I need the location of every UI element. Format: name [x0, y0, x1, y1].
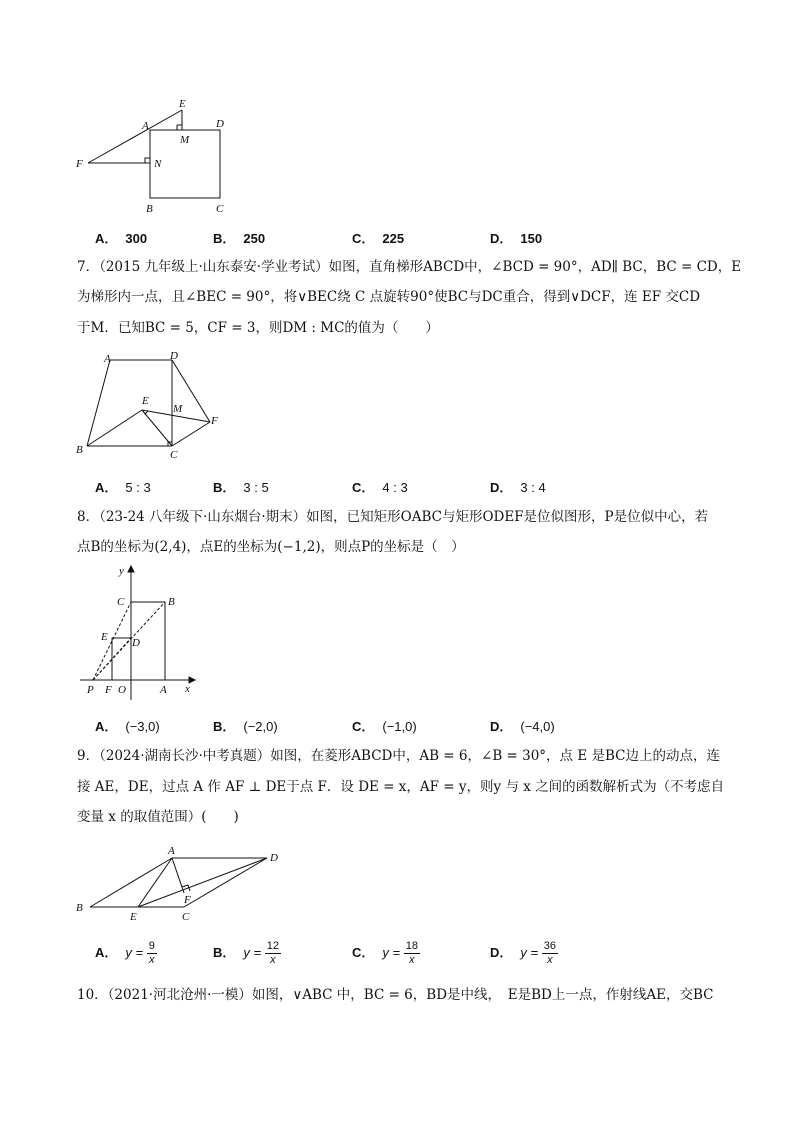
- figure-q9: [72, 840, 292, 925]
- q9-line-3: 变量 x 的取值范围）( ): [77, 809, 239, 825]
- q8-option-d[interactable]: D． (−4,0): [490, 719, 555, 734]
- q8-line-1: 8．（23-24 八年级下·山东烟台·期末）如图，已知矩形OABC与矩形ODEF是位似图形，P是位似中心，若: [77, 509, 709, 525]
- label-A: A: [142, 120, 149, 132]
- fraction: $\frac{12}{x}$: [266, 940, 279, 966]
- label-C: C: [182, 911, 190, 923]
- label-y: y: [119, 565, 124, 577]
- label-E: E: [142, 395, 149, 407]
- q9-line-2: 接 AE，DE，过点 A 作 AF ⊥ DE于点 F．设 DE = x，AF = y，则y 与 x 之间的函数解析式为（不考虑自: [77, 779, 725, 795]
- label-A: A: [168, 845, 175, 857]
- q7-option-c[interactable]: C． 4 : 3: [352, 480, 408, 495]
- q7-option-b[interactable]: B． 3 : 5: [213, 480, 269, 495]
- label-F: F: [211, 415, 218, 427]
- label-P: P: [87, 684, 94, 696]
- figure-q8: [75, 560, 205, 705]
- label-B: B: [76, 444, 83, 456]
- fraction: $\frac{18}{x}$: [405, 940, 418, 966]
- label-x: x: [185, 683, 190, 695]
- q6-option-d[interactable]: D． 150: [490, 231, 543, 246]
- fraction: $\frac{36}{x}$: [543, 940, 556, 966]
- label-D: D: [132, 637, 140, 649]
- q6-option-a[interactable]: A． 300: [95, 231, 148, 246]
- q7-line-2: 为梯形内一点，且∠BEC = 90°，将∨BEC绕 C 点旋转90°使BC与DC重合，得到∨DCF，连 EF 交CD: [77, 289, 701, 305]
- q7-option-d[interactable]: D． 3 : 4: [490, 480, 546, 495]
- label-C: C: [216, 203, 224, 215]
- q7-line-1: 7．（2015 九年级上·山东泰安·学业考试）如图，直角梯形ABCD中，∠BCD = 90°，AD∥ BC，BC = CD，E: [77, 259, 742, 275]
- q9-option-d[interactable]: D． y = $\frac{36}{x}$: [490, 940, 556, 966]
- label-M: M: [180, 134, 190, 146]
- label-N: N: [154, 158, 162, 170]
- q6-option-c[interactable]: C． 225: [352, 231, 405, 246]
- fraction: $\frac{9}{x}$: [148, 940, 155, 966]
- label-C: C: [170, 449, 178, 461]
- label-B: B: [168, 596, 175, 608]
- label-M: M: [173, 403, 183, 415]
- label-D: D: [216, 118, 224, 130]
- figure-q6: [70, 95, 240, 220]
- q8-line-2: 点B的坐标为(2,4)，点E的坐标为(−1,2)，则点P的坐标是（ ）: [77, 539, 465, 555]
- label-B: B: [146, 203, 153, 215]
- label-D: D: [170, 350, 178, 362]
- q7-option-a[interactable]: A． 5 : 3: [95, 480, 151, 495]
- label-F: F: [184, 894, 191, 906]
- q9-option-a[interactable]: A． y = $\frac{9}{x}$: [95, 940, 155, 966]
- label-F: F: [105, 684, 112, 696]
- label-E: E: [101, 631, 108, 643]
- q8-option-c[interactable]: C． (−1,0): [352, 719, 417, 734]
- q9-line-1: 9．（2024·湖南长沙·中考真题）如图，在菱形ABCD中，AB = 6，∠B = 30°，点 E 是BC边上的动点，连: [77, 748, 720, 764]
- label-A: A: [160, 684, 167, 696]
- q7-line-3: 于M．已知BC = 5，CF = 3，则DM : MC的值为（ ）: [77, 320, 439, 336]
- q8-option-a[interactable]: A． (−3,0): [95, 719, 160, 734]
- q9-option-c[interactable]: C． y = $\frac{18}{x}$: [352, 940, 418, 966]
- q8-option-b[interactable]: B． (−2,0): [213, 719, 278, 734]
- label-D: D: [270, 852, 278, 864]
- q6-option-b[interactable]: B． 250: [213, 231, 266, 246]
- label-A: A: [104, 353, 111, 365]
- label-E: E: [130, 911, 137, 923]
- label-E: E: [179, 98, 186, 110]
- figure-q7: [72, 350, 232, 462]
- label-B: B: [76, 902, 83, 914]
- q10-line-1: 10．（2021·河北沧州·一模）如图，∨ABC 中，BC = 6，BD是中线， E是BD上一点，作射线AE，交BC: [77, 987, 714, 1003]
- label-O: O: [118, 684, 126, 696]
- label-C: C: [117, 596, 125, 608]
- q9-option-b[interactable]: B． y = $\frac{12}{x}$: [213, 940, 279, 966]
- label-F: F: [76, 158, 83, 170]
